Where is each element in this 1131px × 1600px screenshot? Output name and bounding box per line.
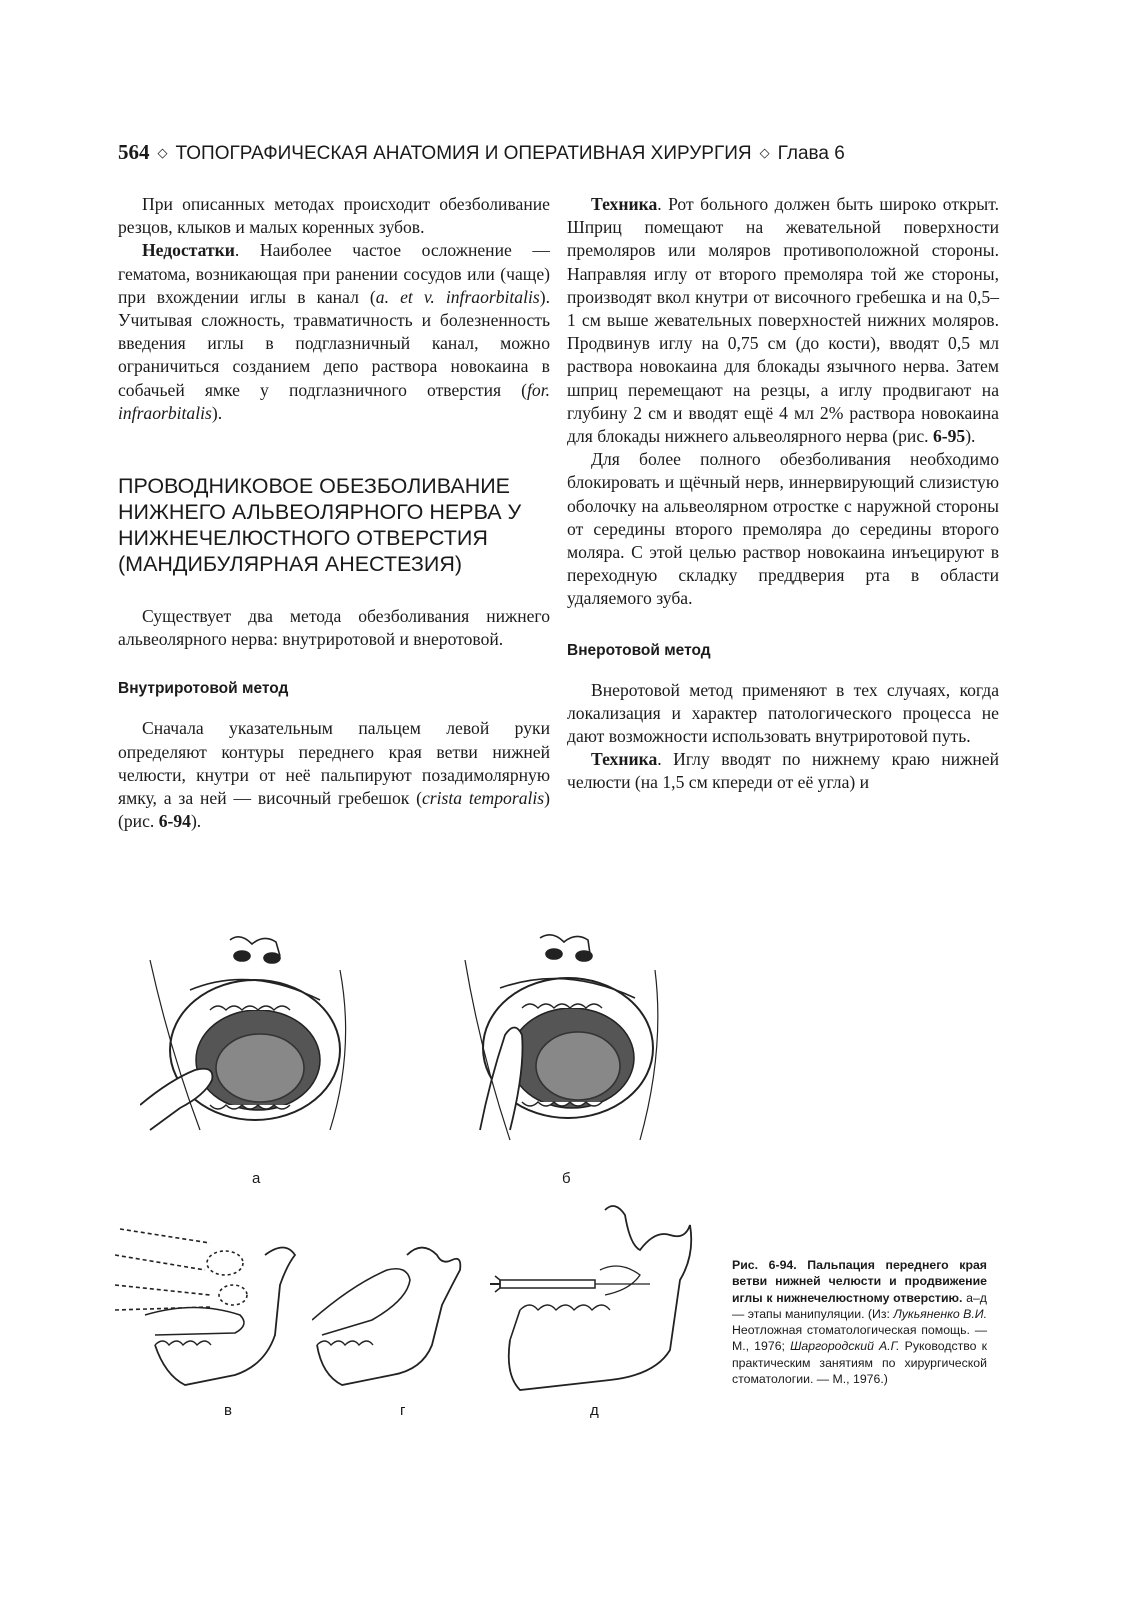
text: Неотложная стоматологическая помощь. — М., 1976; <box>732 1323 987 1354</box>
page-number: 564 <box>118 140 150 164</box>
figure-caption <box>732 1257 987 1387</box>
subheading: Внеротовой метод <box>567 641 711 659</box>
diamond-icon: ◇ <box>157 145 168 160</box>
book-title: ТОПОГРАФИЧЕСКАЯ АНАТОМИЯ И ОПЕРАТИВНАЯ ХИРУРГИЯ <box>175 143 752 164</box>
author-name: Шаргородский А.Г. <box>790 1339 900 1354</box>
diamond-icon: ◇ <box>759 145 770 160</box>
figure-reference: 6-94 <box>158 811 191 832</box>
left-column <box>118 193 550 833</box>
subheading: Внутриротовой метод <box>118 680 289 698</box>
paragraph: Внеротовой метод применяют в тех случаях, когда локализация и характер патологического процесса не дают возможности использовать внутриротовой путь. <box>567 679 999 747</box>
figure-label-g: г <box>400 1402 406 1419</box>
text: Руководство к практическим занятиям по хирургической стоматологии. — М., 1976.) <box>732 1339 988 1387</box>
paragraph: Для более полного обезболивания необходимо блокировать и щёчный нерв, иннервирующий слизистую оболочку на альвеолярном отростке с наружной стороны от середины второго премоляра до середины второго моляра. С этой целью раствор новокаина инъецируют в переходную складку преддверия рта в области удаляемого зуба. <box>567 449 999 609</box>
latin-term: crista temporalis <box>421 788 545 809</box>
latin-term: a. et v. infraorbitalis <box>375 286 540 307</box>
text: Сначала указательным пальцем левой руки определяют контуры переднего края ветви нижней челюсти, кнутри от неё пальпируют позадимолярную ямку, а за ней — височный гребешок ( <box>118 718 550 809</box>
text: ). <box>211 402 223 423</box>
figure-b-open-mouth-palpation <box>440 930 680 1155</box>
bold-term: Техника <box>591 749 658 770</box>
text: ). <box>965 426 976 447</box>
text: ). Учитывая сложность, травматичность и болезненность введения иглы в подглазничный канал, можно ограничиться созданием депо раствора новокаина в собачьей ямке у подглазничного отверстия ( <box>118 286 550 400</box>
paragraph <box>118 239 550 425</box>
text: ). <box>190 811 202 832</box>
figure-d-mandible-syringe <box>490 1200 710 1400</box>
text: ) (рис. <box>118 788 550 832</box>
figure-g-mandible-finger <box>312 1225 477 1390</box>
right-column <box>567 193 999 795</box>
figure-label-a: а <box>252 1170 261 1187</box>
figure-a-open-mouth-palpation <box>140 930 380 1155</box>
figure-label-v: в <box>224 1402 232 1419</box>
paragraph <box>567 748 999 794</box>
figure-label-b: б <box>562 1170 571 1187</box>
caption-title: Рис. 6-94. Пальпация переднего края ветви нижней челюсти и продвижение иглы к нижнечелюстному отверстию. <box>732 1258 987 1305</box>
chapter-label: Глава 6 <box>777 143 845 164</box>
text: . Наиболее частое осложнение — гематома, возникающая при ранении сосудов или (чаще) при вхождении иглы в канал ( <box>118 240 550 307</box>
running-header <box>118 140 918 170</box>
paragraph <box>118 717 550 833</box>
paragraph: Существует два метода обезболивания нижнего альвеолярного нерва: внутриротовой и внеротовой. <box>118 606 550 650</box>
paragraph <box>567 193 999 448</box>
paragraph: При описанных методах происходит обезболивание резцов, клыков и малых коренных зубов. <box>118 194 550 238</box>
text: а–д — этапы манипуляции. (Из: <box>732 1290 987 1321</box>
figure-reference: 6-95 <box>932 426 966 447</box>
figure-label-d: д <box>590 1402 599 1419</box>
text: . Иглу вводят по нижнему краю нижней челюсти (на 1,5 см кпереди от её угла) и <box>567 749 999 793</box>
author-name: Лукьяненко В.И. <box>893 1306 987 1321</box>
latin-term: for. infraorbitalis <box>118 379 550 423</box>
section-heading: ПРОВОДНИКОВОЕ ОБЕЗБОЛИВАНИЕ НИЖНЕГО АЛЬВЕОЛЯРНОГО НЕРВА У НИЖНЕЧЕЛЮСТНОГО ОТВЕРСТИЯ (МАНДИБУЛЯРНАЯ АНЕСТЕЗИЯ) <box>118 474 522 577</box>
bold-term: Недостатки <box>142 240 235 261</box>
text: . Рот больного должен быть широко открыт. Шприц помещают на жевательной поверхности премоляров или моляров противоположной стороны. Направляя иглу от второго премоляра той же стороны, производят вкол кнутри от височного гребешка и на 0,5–1 см выше жевательных поверхностей нижних моляров. Продвинув иглу на 0,75 см (до кости), вводят 0,5 мл раствора новокаина для блокады язычного нерва. Затем шприц перемещают на резцы, а иглу продвигают на глубину 2 см и вводят ещё 4 мл 2% раствора новокаина для блокады нижнего альвеолярного нерва (рис. <box>567 194 999 447</box>
bold-term: Техника <box>591 194 658 214</box>
figure-v-mandible-finger <box>115 1225 305 1390</box>
